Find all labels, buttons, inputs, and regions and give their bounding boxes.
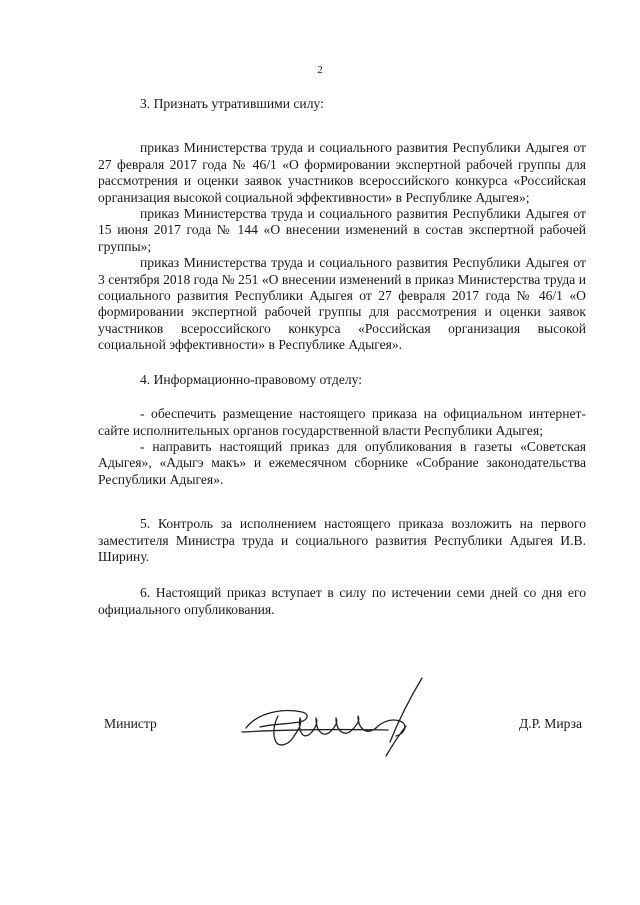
paragraph-repeal-order-144: приказ Министерства труда и социального развития Республики Адыгея от 15 июня 2017 года № 144 «О внесении изменений в состав экспертной рабочей группы»; bbox=[98, 206, 586, 254]
handwritten-signature bbox=[238, 672, 428, 768]
paragraph-publish-website: - обеспечить размещение настоящего приказа на официальном интернет-сайте исполнительных органов государственной власти Республики Адыгея; bbox=[98, 406, 586, 438]
paragraph-repeal-order-251: приказ Министерства труда и социального развития Республики Адыгея от 3 сентября 2018 года № 251 «О внесении изменений в приказ Министерства труда и социального развития Республики Адыгея от 27 февраля 2017 года № 46/1 «О формировании экспертной рабочей группы для рассмотрения и оценки заявок участников всероссийского конкурса «Российская организация высокой социальной эффективности» в Республике Адыгея». bbox=[98, 255, 586, 353]
paragraph-publish-newspapers: - направить настоящий приказ для опубликования в газеты «Советская Адыгея», «Адыгэ макъ» и ежемесячном сборнике «Собрание законодательства Республики Адыгея». bbox=[98, 438, 586, 487]
paragraph-item-5: 5. Контроль за исполнением настоящего приказа возложить на первого заместителя Министра труда и социального развития Республики Адыгея И.В. Ширину. bbox=[98, 516, 586, 564]
paragraph-item-3: 3. Признать утратившими силу: bbox=[140, 96, 324, 111]
paragraph-item-6: 6. Настоящий приказ вступает в силу по истечении семи дней со дня его официального опубликования. bbox=[98, 585, 586, 617]
signatory-name: Д.Р. Мирза bbox=[518, 716, 582, 731]
paragraph-item-4: 4. Информационно-правовому отделу: bbox=[140, 371, 363, 387]
page-number: 2 bbox=[317, 64, 323, 76]
document-body bbox=[98, 96, 586, 618]
paragraph-repeal-order-46: приказ Министерства труда и социального развития Республики Адыгея от 27 февраля 2017 года № 46/1 «О формировании экспертной рабочей группы для рассмотрения и оценки заявок участников всероссийского конкурса «Российская организация высокой социальной эффективности» в Республике Адыгея»; bbox=[98, 140, 586, 205]
signatory-title: Министр bbox=[104, 716, 157, 731]
